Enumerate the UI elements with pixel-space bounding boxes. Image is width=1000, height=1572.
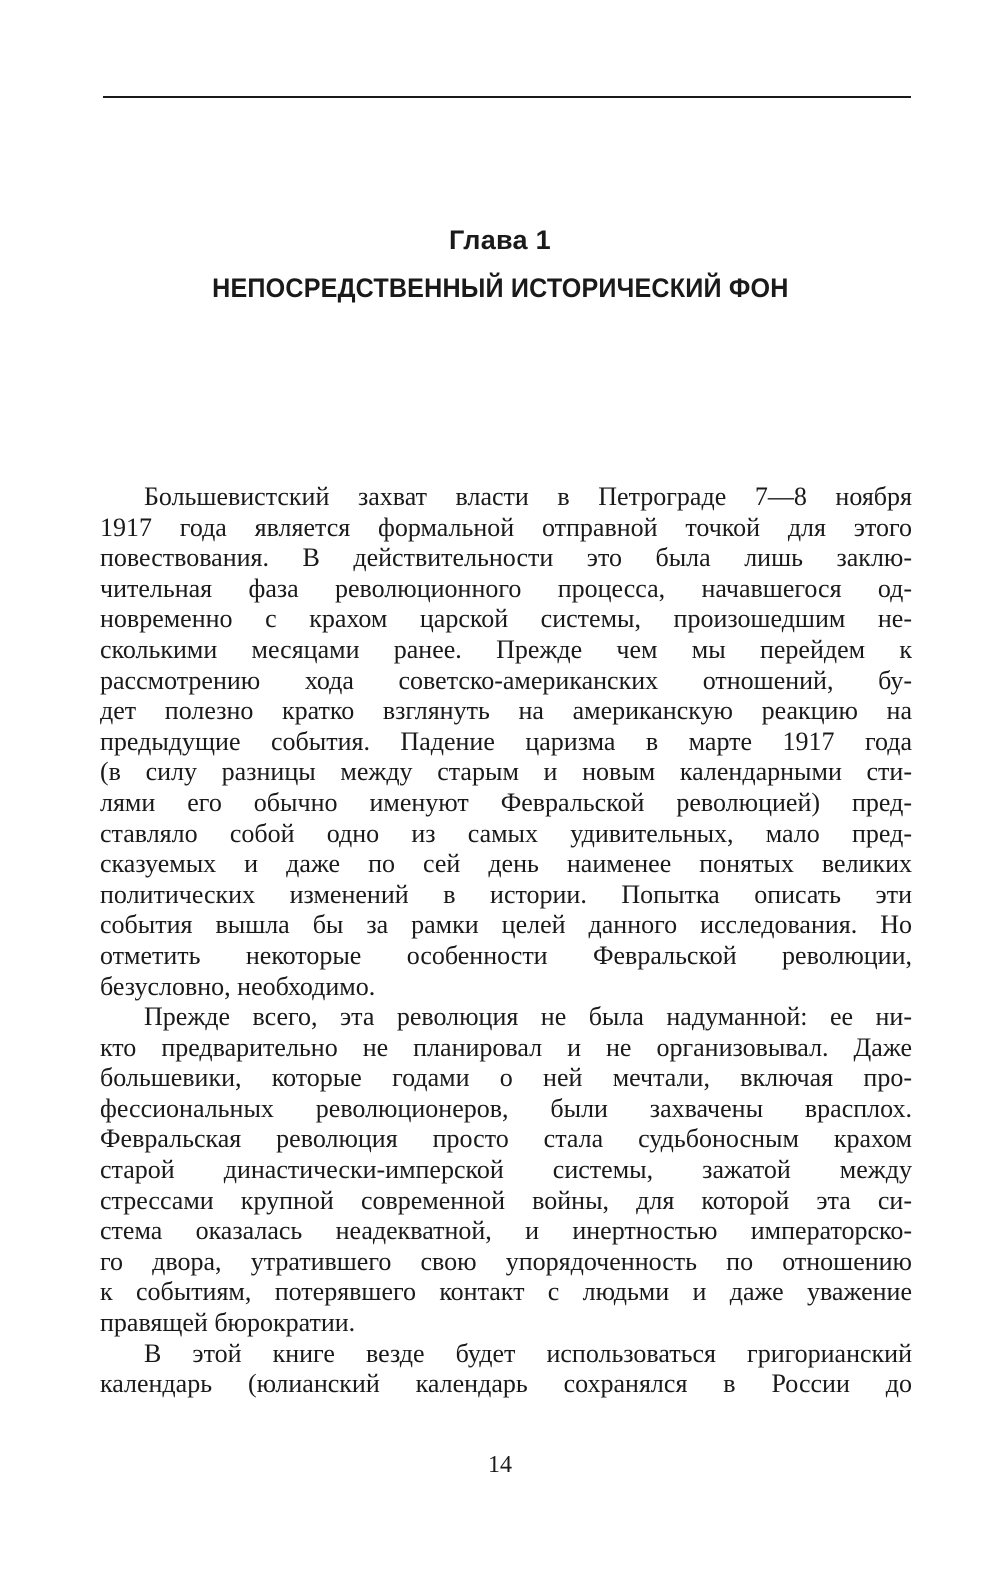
text-line: Прежде всего, эта революция не была надуманной: ее ни- (144, 1002, 912, 1032)
text-line: стема оказалась неадекватной, и инертностью императорско- (100, 1216, 912, 1246)
paragraph (100, 1002, 912, 1339)
text-line: безусловно, необходимо. (100, 971, 376, 1001)
text-line: старой династически-имперской системы, зажатой между (100, 1155, 912, 1185)
text-line: календарь (юлианский календарь сохранялся в России до (100, 1369, 912, 1399)
text-line: 1917 года является формальной отправной точкой для этого (100, 512, 912, 542)
text-line: политических изменений в истории. Попытка описать эти (100, 879, 912, 909)
text-line: го двора, утратившего свою упорядоченность по отношению (100, 1246, 912, 1276)
text-line: новременно с крахом царской системы, произошедшим не- (100, 604, 912, 634)
text-line: сказуемых и даже по сей день наименее понятых великих (100, 849, 912, 879)
chapter-title: НЕПОСРЕДСТВЕННЫЙ ИСТОРИЧЕСКИЙ ФОН (212, 273, 789, 303)
text-line: отметить некоторые особенности Февральской революции, (100, 940, 912, 970)
text-line: события вышла бы за рамки целей данного исследования. Но (100, 910, 912, 940)
text-line: фессиональных революционеров, были захвачены врасплох. (100, 1093, 912, 1123)
body-text (100, 482, 912, 1400)
text-line: кто предварительно не планировал и не организовывал. Даже (100, 1032, 912, 1062)
text-line: предыдущие события. Падение царизма в марте 1917 года (100, 726, 912, 756)
paragraph (100, 1339, 912, 1400)
text-line: Большевистский захват власти в Петрограде 7—8 ноября (144, 482, 912, 511)
text-line: чительная фаза революционного процесса, начавшегося од- (100, 573, 912, 603)
text-line: повествования. В действительности это была лишь заклю- (100, 543, 912, 573)
text-line: Февральская революция просто стала судьбоносным крахом (100, 1124, 912, 1154)
page-number: 14 (488, 1452, 512, 1478)
text-line: стрессами крупной современной войны, для которой эта си- (100, 1185, 912, 1215)
text-line: сколькими месяцами ранее. Прежде чем мы перейдем к (100, 634, 912, 664)
text-line: дет полезно кратко взглянуть на американскую реакцию на (100, 696, 912, 726)
text-line: правящей бюрократии. (100, 1308, 356, 1338)
text-line: ставляло собой одно из самых удивительных, мало пред- (100, 818, 912, 848)
text-line: к событиям, потерявшего контакт с людьми и даже уважение (100, 1277, 912, 1307)
text-line: рассмотрению хода советско-американских отношений, бу- (100, 665, 912, 695)
text-line: (в силу разницы между старым и новым календарными сти- (100, 757, 912, 787)
text-line: В этой книге везде будет использоваться григорианский (144, 1338, 912, 1368)
text-line: лями его обычно именуют Февральской революцией) пред- (100, 787, 912, 817)
chapter-number: Глава 1 (448, 225, 551, 255)
header-rule (103, 96, 911, 98)
text-line: большевики, которые годами о ней мечтали, включая про- (100, 1063, 912, 1093)
paragraph (100, 482, 912, 1002)
